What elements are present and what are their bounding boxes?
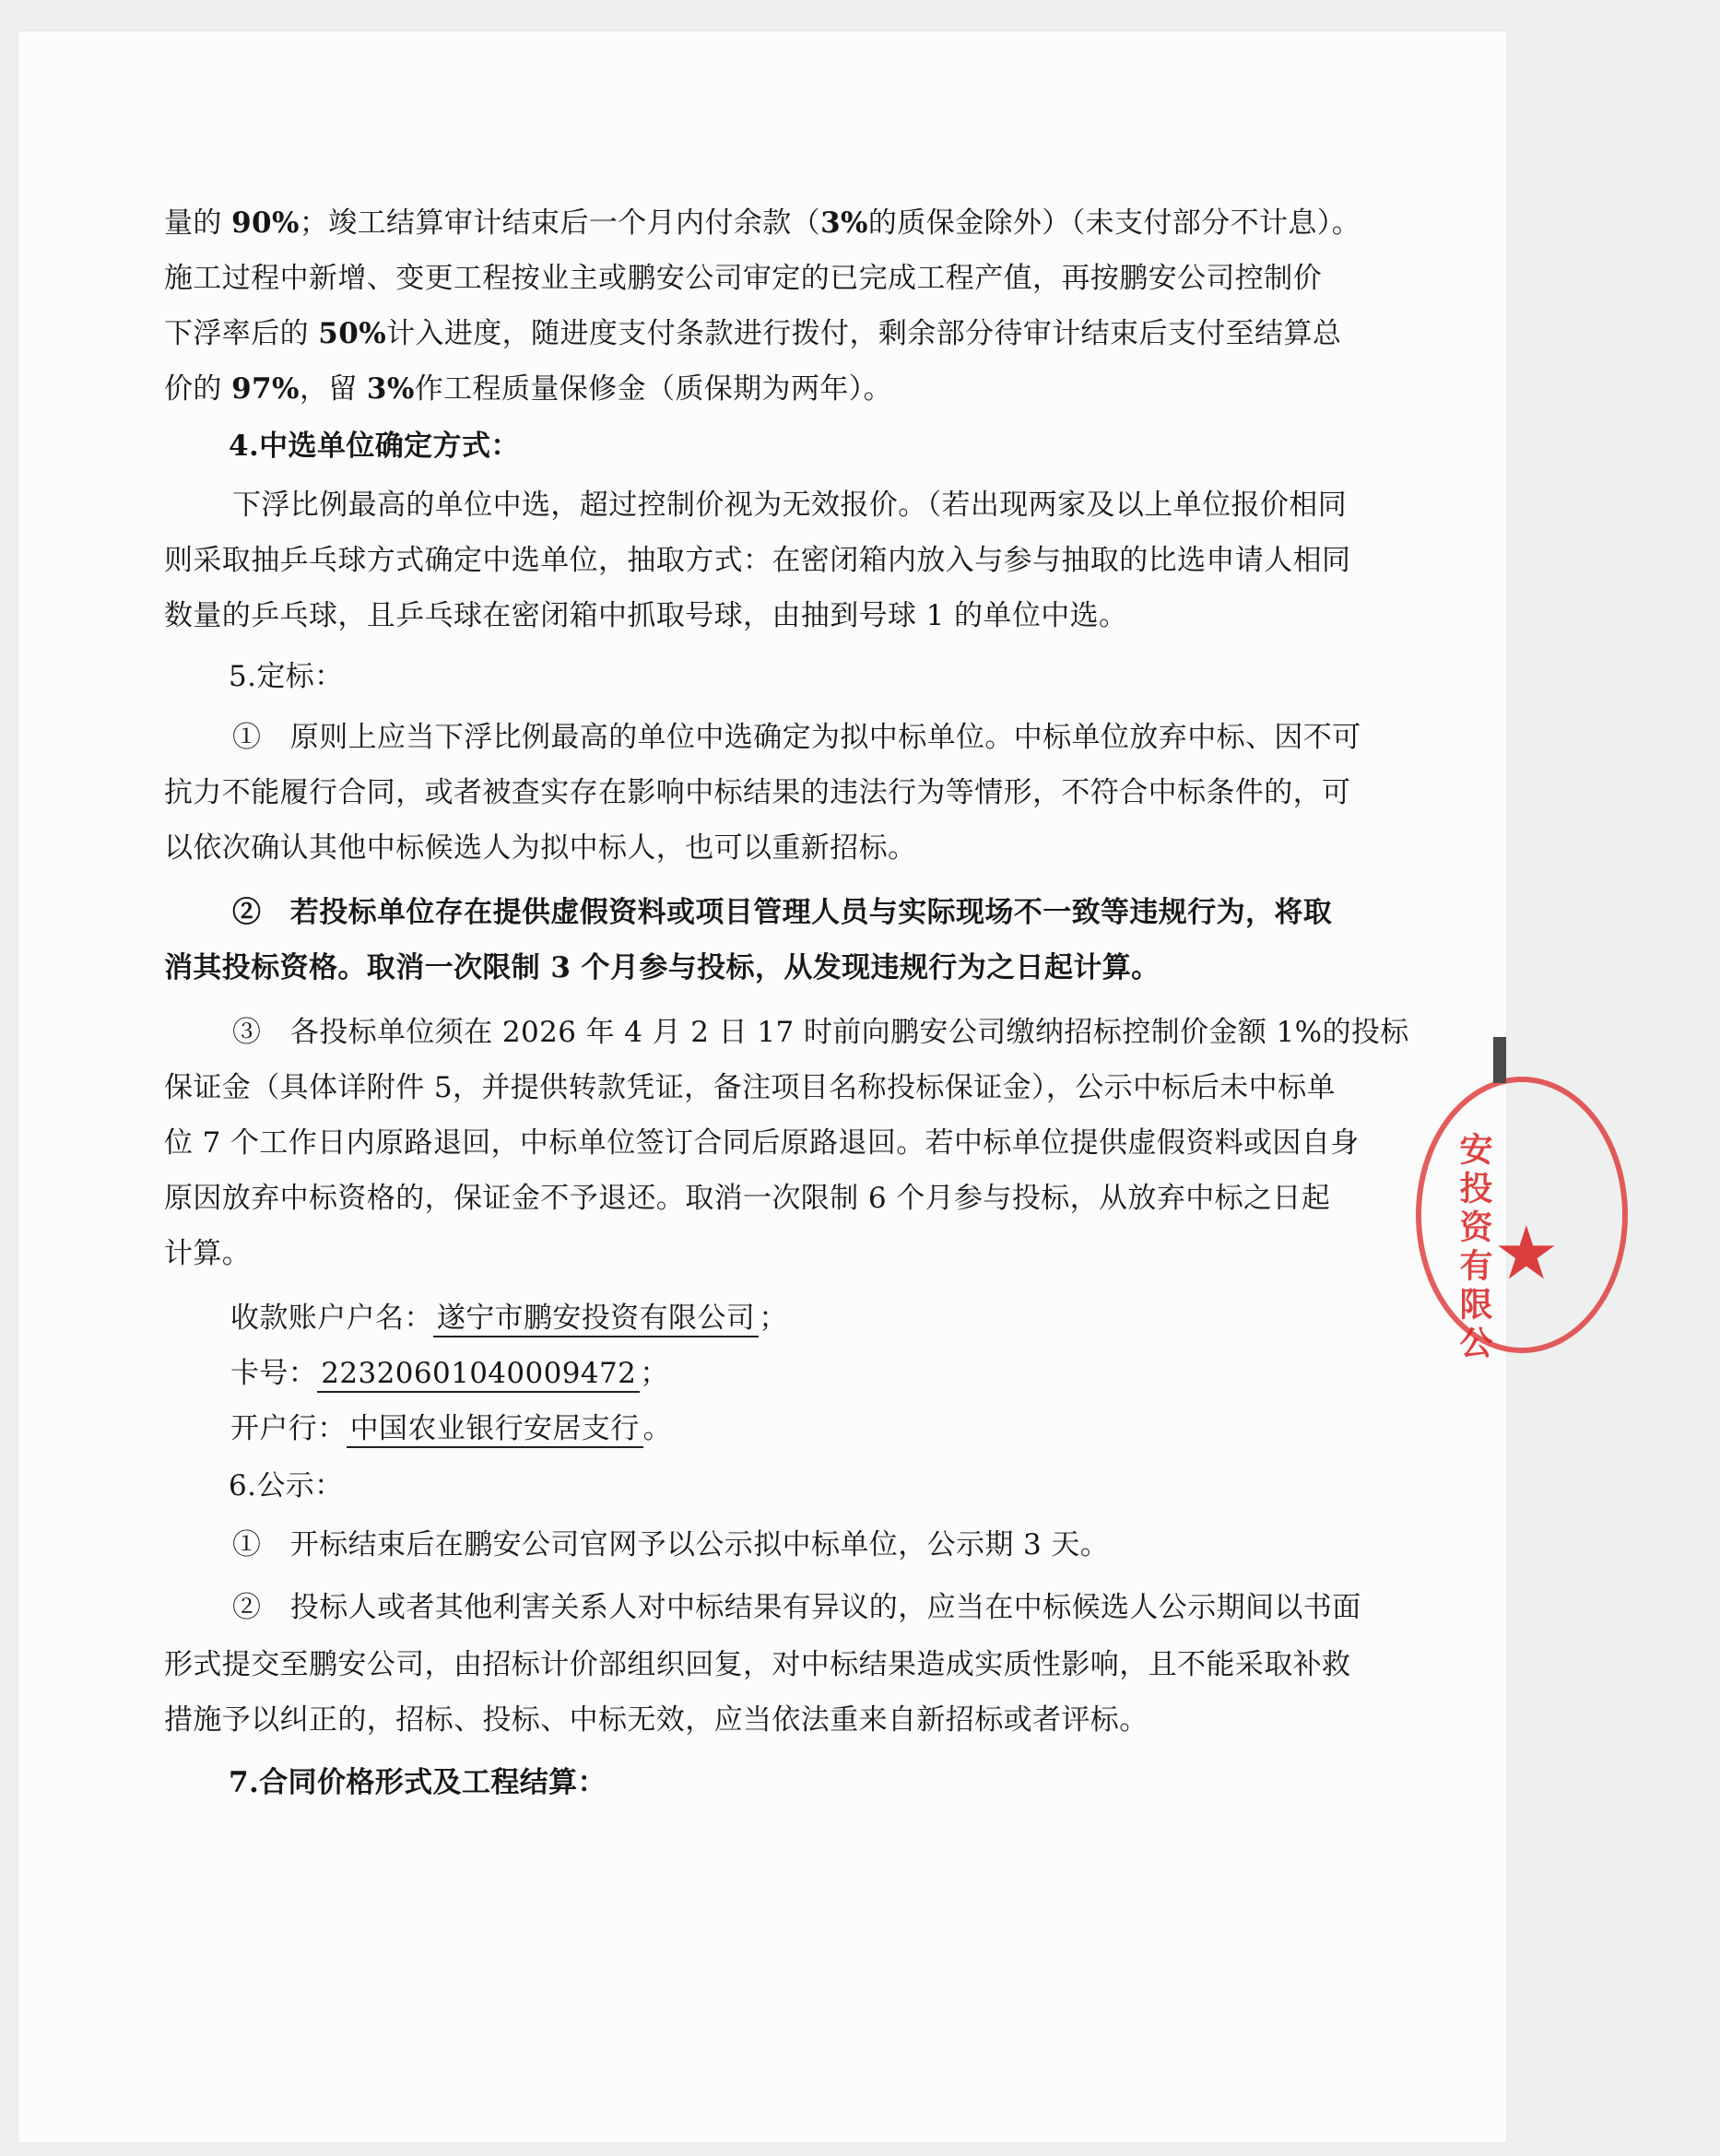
paragraph-line: ① 原则上应当下浮比例最高的单位中选确定为拟中标单位。中标单位放弃中标、因不可 xyxy=(232,721,1361,754)
paragraph-line: 原因放弃中标资格的，保证金不予退还。取消一次限制 6 个月参与投标，从放弃中标之日起 xyxy=(164,1182,1331,1215)
account-name-label: 收款账户户名： xyxy=(230,1302,433,1335)
paragraph-line: 消其投标资格。取消一次限制 3 个月参与投标，从发现违规行为之日起计算。 xyxy=(164,951,1160,984)
paragraph-line: 施工过程中新增、变更工程按业主或鹏安公司审定的已完成工程产值，再按鹏安公司控制价 xyxy=(164,262,1322,295)
paragraph-line: 计算。 xyxy=(164,1237,252,1270)
section-4-heading: 4.中选单位确定方式： xyxy=(229,430,520,463)
paragraph-line: 价的 97%，留 3%作工程质量保修金（质保期为两年）。 xyxy=(164,372,893,406)
paragraph-line: 以依次确认其他中标候选人为拟中标人，也可以重新招标。 xyxy=(164,831,917,865)
binding-mark xyxy=(1493,1037,1506,1083)
paragraph-line: 则采取抽乒乓球方式确定中选单位，抽取方式：在密闭箱内放入与参与抽取的比选申请人相同 xyxy=(164,544,1351,577)
seal-star-icon: ★ xyxy=(1493,1210,1560,1296)
section-5-heading: 5.定标： xyxy=(229,660,344,693)
bank-value: 中国农业银行安居支行 xyxy=(347,1412,643,1448)
bank-row: 开户行： 中国农业银行安居支行 。 xyxy=(18,1410,1718,1447)
paragraph-line: 保证金（具体详附件 5，并提供转款凭证，备注项目名称投标保证金），公示中标后未中标单 xyxy=(164,1071,1336,1104)
paragraph-line: 抗力不能履行合同，或者被查实存在影响中标结果的违法行为等情形，不符合中标条件的，可 xyxy=(164,776,1351,809)
card-number-value: 22320601040009472 xyxy=(317,1357,640,1393)
document-page xyxy=(18,31,1506,2142)
section-7-heading: 7.合同价格形式及工程结算： xyxy=(229,1766,607,1799)
card-number-row: 卡号： 22320601040009472 ； xyxy=(18,1355,1718,1392)
paragraph-line: ② 若投标单位存在提供虚假资料或项目管理人员与实际现场不一致等违规行为，将取 xyxy=(232,896,1333,929)
paragraph-line: ① 开标结束后在鹏安公司官网予以公示拟中标单位，公示期 3 天。 xyxy=(232,1528,1110,1561)
paragraph-line: ③ 各投标单位须在 2026 年 4 月 2 日 17 时前向鹏安公司缴纳招标控制价金额 1%的投标 xyxy=(232,1016,1409,1049)
paragraph-line: 下浮率后的 50%计入进度，随进度支付条款进行拨付，剩余部分待审计结束后支付至结算总 xyxy=(164,317,1342,350)
card-number-label: 卡号： xyxy=(230,1357,318,1390)
paragraph-line: 数量的乒乓球，且乒乓球在密闭箱中抓取号球，由抽到号球 1 的单位中选。 xyxy=(164,599,1128,632)
section-6-heading: 6.公示： xyxy=(229,1469,344,1502)
paragraph-line: 下浮比例最高的单位中选，超过控制价视为无效报价。（若出现两家及以上单位报价相同 xyxy=(232,489,1348,522)
document-body xyxy=(18,31,1506,2142)
company-seal-text: 安投资有限公 xyxy=(1455,1132,1492,1364)
paragraph-line: 措施予以纠正的，招标、投标、中标无效，应当依法重来自新招标或者评标。 xyxy=(164,1703,1149,1737)
paragraph-line: 形式提交至鹏安公司，由招标计价部组织回复，对中标结果造成实质性影响，且不能采取补救 xyxy=(164,1648,1351,1681)
paragraph-line: 位 7 个工作日内原路退回，中标单位签订合同后原路退回。若中标单位提供虚假资料或因自身 xyxy=(164,1126,1360,1160)
account-name-value: 遂宁市鹏安投资有限公司 xyxy=(433,1302,759,1337)
paragraph-line: ② 投标人或者其他利害关系人对中标结果有异议的，应当在中标候选人公示期间以书面 xyxy=(232,1591,1361,1624)
bank-label: 开户行： xyxy=(230,1412,347,1445)
account-name-row: 收款账户户名： 遂宁市鹏安投资有限公司 ； xyxy=(18,1300,1718,1337)
paragraph-line: 量的 90%；竣工结算审计结束后一个月内付余款（3%的质保金除外）（未支付部分不计息）。 xyxy=(164,206,1361,240)
